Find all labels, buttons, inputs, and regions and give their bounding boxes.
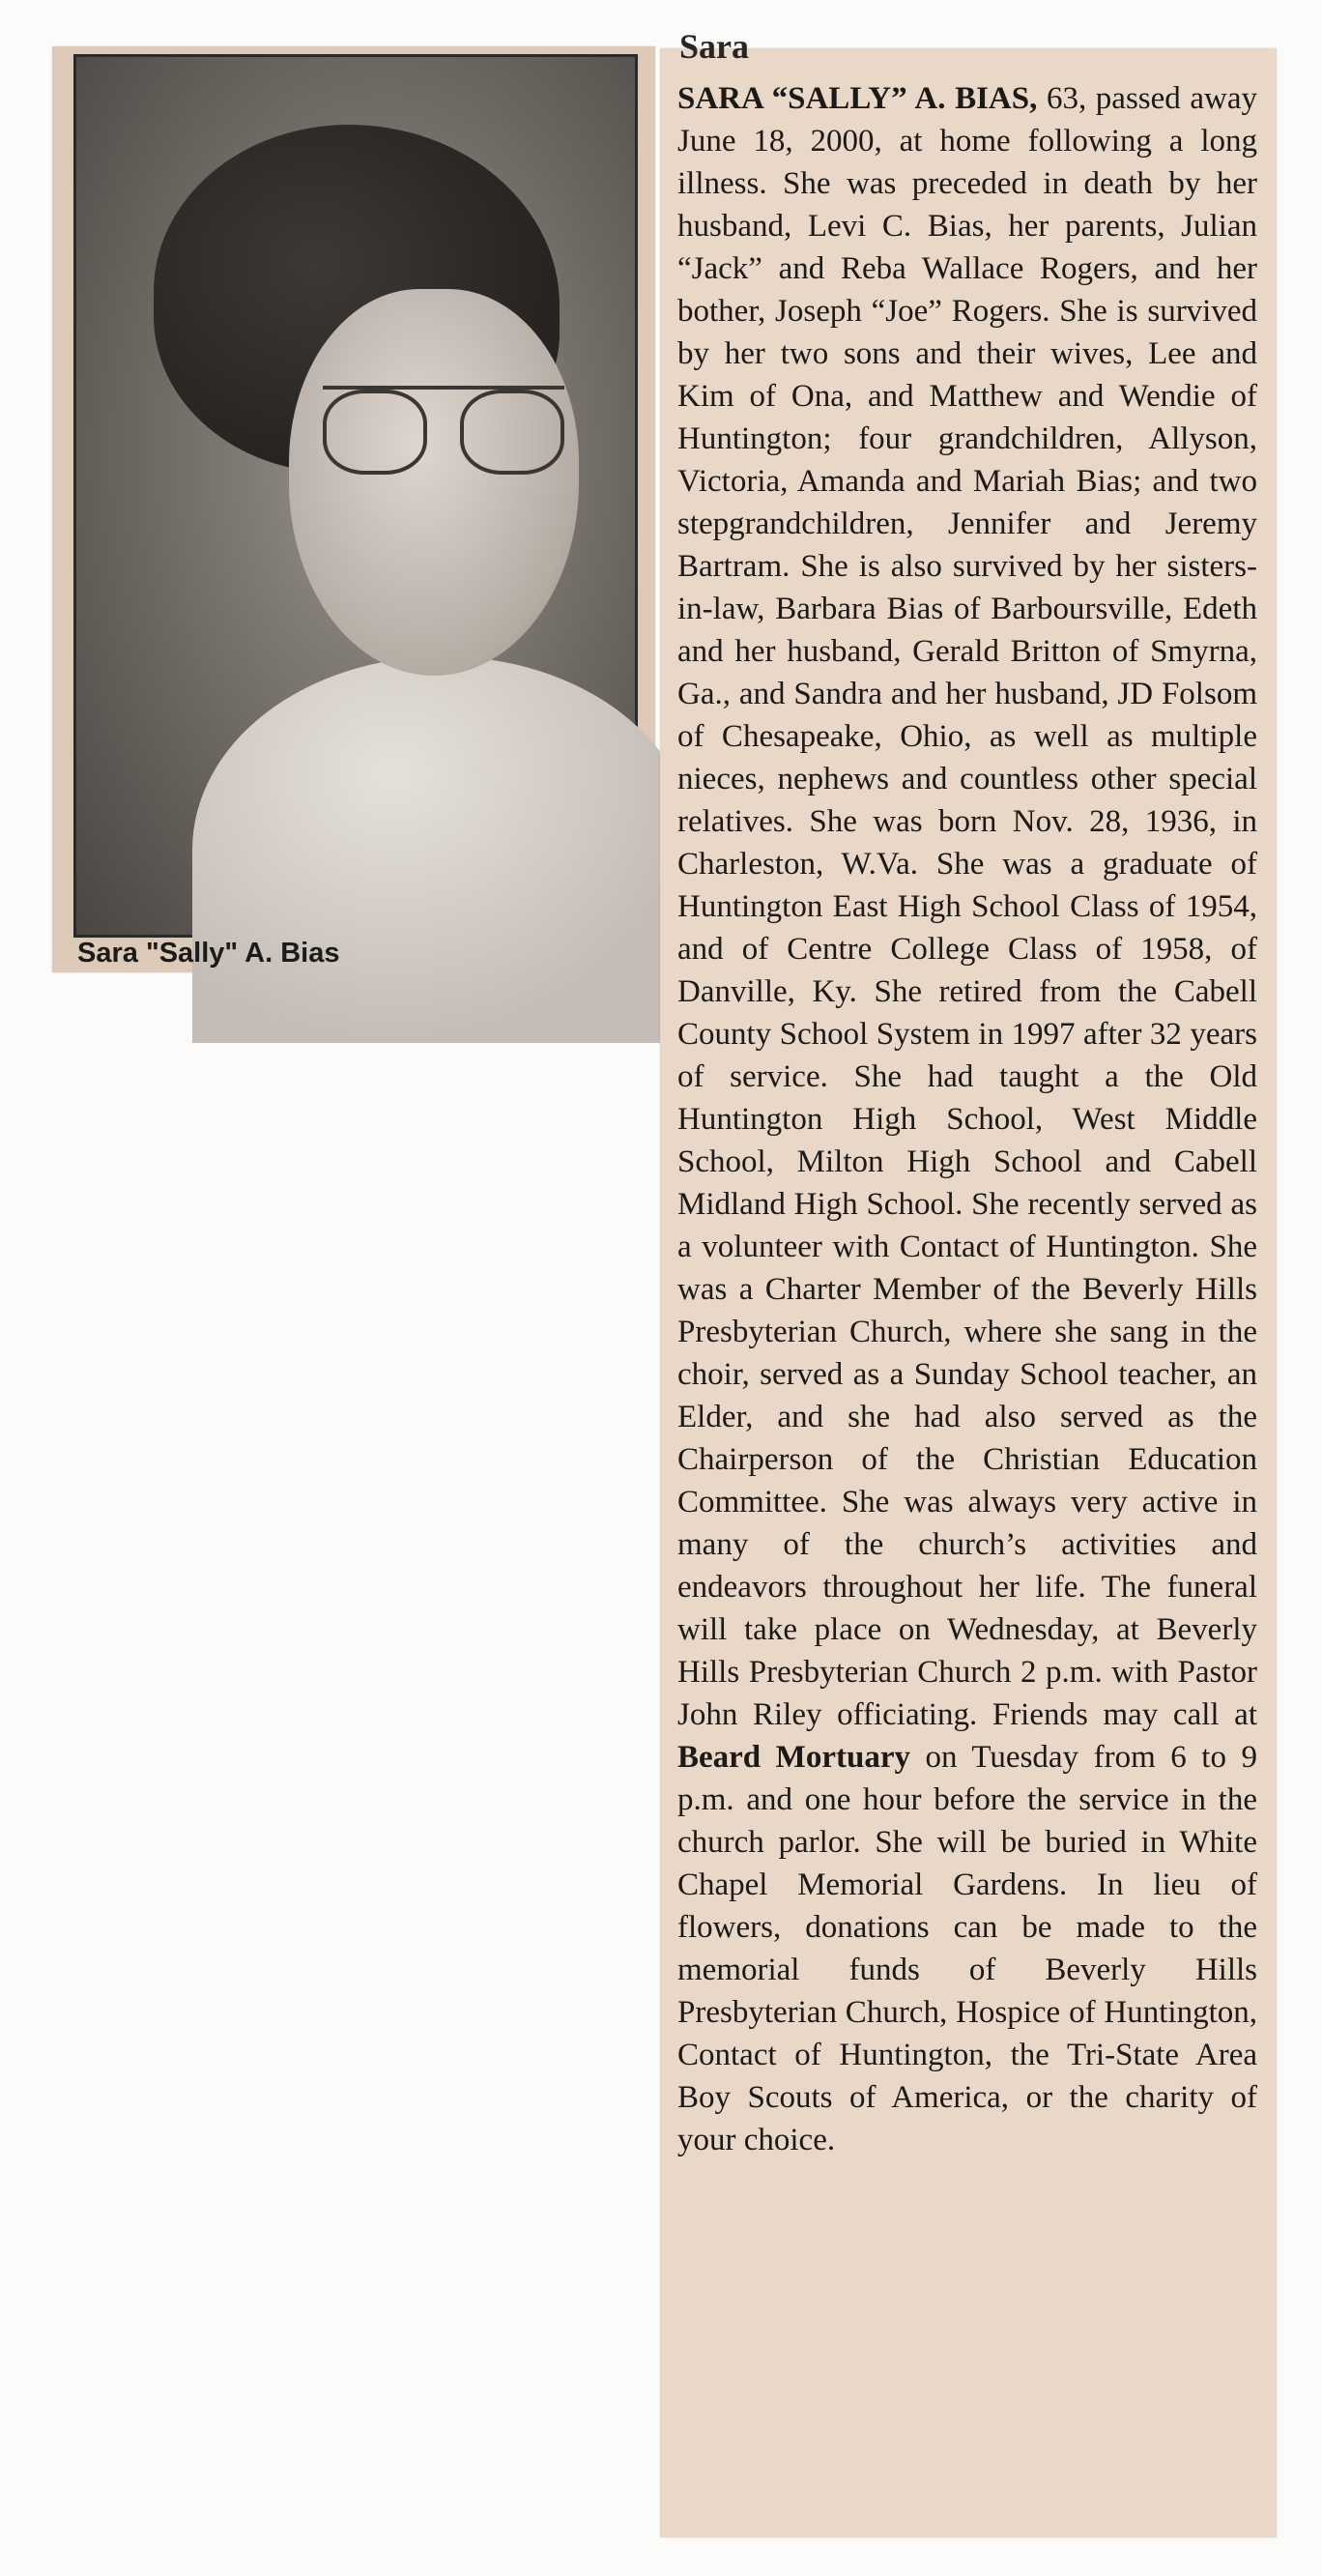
portrait-face bbox=[289, 289, 579, 676]
photo-caption: Sara "Sally" A. Bias bbox=[77, 938, 340, 969]
clipped-heading: Sara bbox=[679, 27, 749, 66]
portrait-shoulder bbox=[192, 656, 695, 1043]
portrait-photo bbox=[73, 54, 638, 938]
obituary-text bbox=[677, 77, 1257, 2161]
obituary-name: SARA “SALLY” A. BIAS, bbox=[677, 81, 1038, 116]
obituary-clipping bbox=[660, 27, 1277, 2537]
portrait-glasses bbox=[323, 386, 564, 477]
photo-clipping bbox=[52, 46, 655, 972]
mortuary-name: Beard Mortuary bbox=[677, 1740, 910, 1775]
obituary-body-1: 63, passed away June 18, 2000, at home following a long illness. She was preceded in death by her husband, Levi C. Bias, her parents, Julian “Jack” and Reba Wallace Rogers, and her bother, Joseph “Joe” Rogers. She is survived by her two sons and their wives, Lee and Kim of Ona, and Matthew and Wendie of Huntington; four grandchildren, Allyson, Victoria, Amanda and Mariah Bias; and two stepgrandchildren, Jennifer and Jeremy Bartram. She is also survived by her sisters-in-law, Barbara Bias of Barboursville, Edeth and her husband, Gerald Britton of Smyrna, Ga., and Sandra and her husband, JD Folsom of Chesapeake, Ohio, as well as multiple nieces, nephews and countless other special relatives. She was born Nov. 28, 1936, in Charleston, W.Va. She was a graduate of Huntington East High School Class of 1954, and of Centre College Class of 1958, of Danville, Ky. She retired from the Cabell County School System in 1997 after 32 years of service. She had taught a the Old Huntington High School, West Middle School, Milton High School and Cabell Midland High School. She recently served as a volunteer with Contact of Huntington. She was a Charter Member of the Beverly Hills Presbyterian Church, where she sang in the choir, served as a Sunday School teacher, an Elder, and she had also served as the Chairperson of the Christian Education Committee. She was always very active in many of the church’s activities and endeavors throughout her life. The funeral will take place on Wednesday, at Beverly Hills Presbyterian Church 2 p.m. with Pastor John Riley officiating. Friends may call at bbox=[677, 81, 1257, 1732]
obituary-body-2: on Tuesday from 6 to 9 p.m. and one hour before the service in the church parlor. She will be buried in White Chapel Memorial Gardens. In lieu of flowers, donations can be made to the memorial funds of Beverly Hills Presbyterian Church, Hospice of Huntington, Contact of Huntington, the Tri-State Area Boy Scouts of America, or the charity of your choice. bbox=[677, 1740, 1257, 2157]
